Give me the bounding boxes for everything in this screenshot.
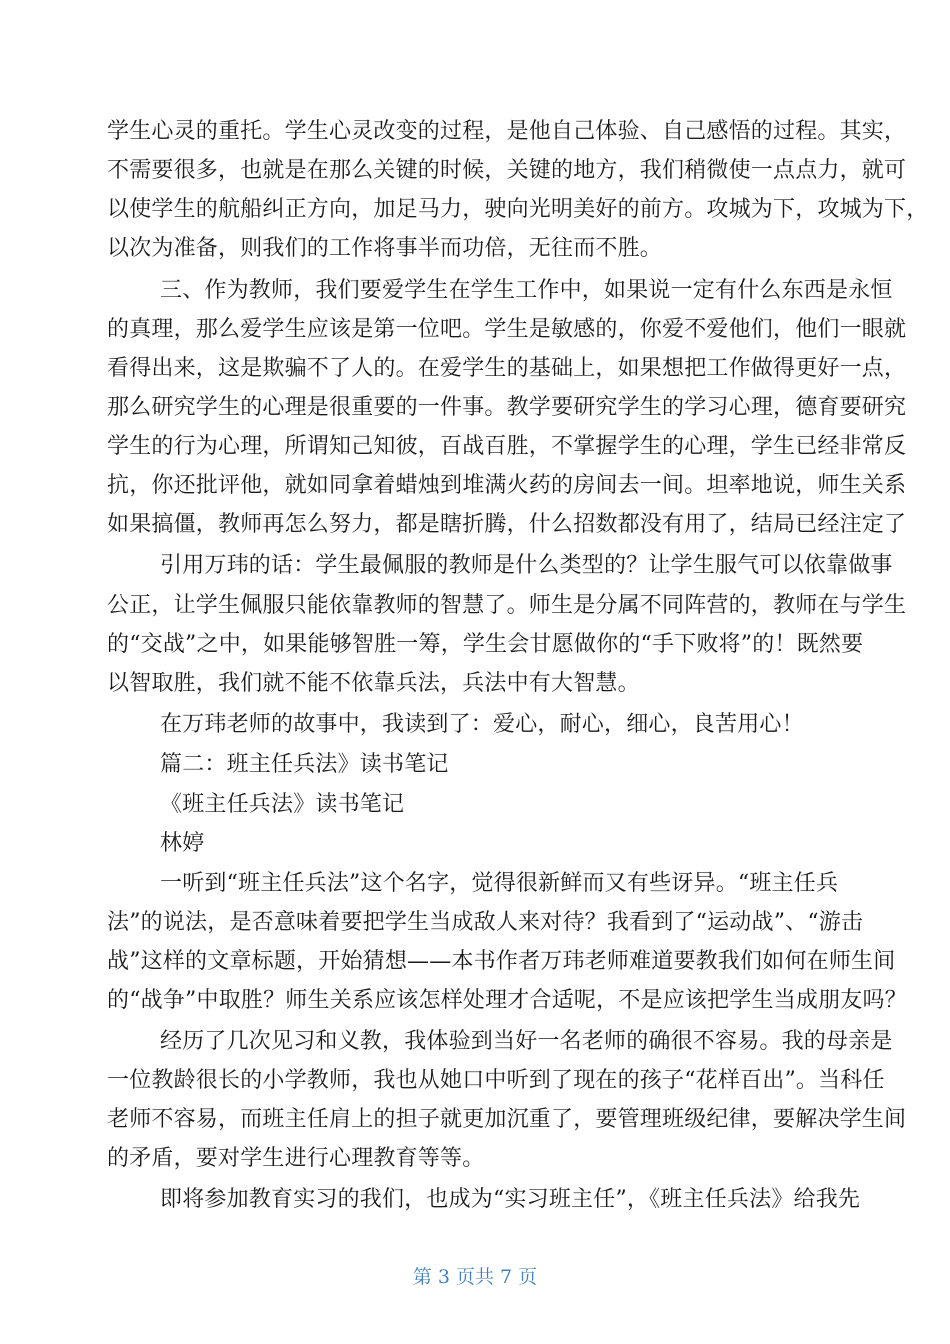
text-line: 战”这样的文章标题，开始猜想——本书作者万玮老师难道要教我们如何在师生间 xyxy=(107,949,896,974)
text-line: 看得出来，这是欺骗不了人的。在爱学生的基础上，如果想把工作做得更好一点， xyxy=(107,356,907,381)
text-line: 学生的行为心理，所谓知己知彼，百战百胜，不掌握学生的心理，学生已经非常反 xyxy=(107,434,907,459)
section-heading: 篇二：班主任兵法》读书笔记 xyxy=(160,752,449,777)
text-line: 的“战争”中取胜？师生关系应该怎样处理才合适呢，不是应该把学生当成朋友吗？ xyxy=(107,988,907,1013)
text-line: 一听到“班主任兵法”这个名字，觉得很新鲜而又有些讶异。“班主任兵 xyxy=(160,871,839,896)
text-line: 以次为准备，则我们的工作将事半而功倍，无往而不胜。 xyxy=(107,236,663,261)
text-line: 法”的说法，是否意味着要把学生当成敌人来对待？我看到了“运动战”、“游击 xyxy=(107,910,864,935)
text-line: 引用万玮的话：学生最佩服的教师是什么类型的？让学生服气可以依靠做事 xyxy=(160,553,893,578)
author-name: 林婷 xyxy=(160,831,205,856)
text-line: 经历了几次见习和义教，我体验到当好一名老师的确很不容易。我的母亲是 xyxy=(160,1029,893,1054)
text-line: 那么研究学生的心理是很重要的一件事。教学要研究学生的学习心理，德育要研究 xyxy=(107,395,907,420)
text-line: 老师不容易，而班主任肩上的担子就更加沉重了，要管理班级纪律，要解决学生间 xyxy=(107,1107,907,1132)
text-line: 在万玮老师的故事中，我读到了：爱心，耐心，细心，良苦用心！ xyxy=(160,712,804,737)
page-number: 第 3 页共 7 页 xyxy=(412,1266,538,1288)
text-line: 即将参加教育实习的我们，也成为“实习班主任”，《班主任兵法》给我先 xyxy=(160,1187,861,1212)
text-line: 公正，让学生佩服只能依靠教师的智慧了。师生是分属不同阵营的，教师在与学生 xyxy=(107,593,907,618)
text-line: 一位教龄很长的小学教师，我也从她口中听到了现在的孩子“花样百出”。当科任 xyxy=(107,1068,885,1093)
text-line: 的“交战”之中，如果能够智胜一筹，学生会甘愿做你的“手下败将”的！既然要 xyxy=(107,632,864,657)
text-line: 以智取胜，我们就不能不依靠兵法，兵法中有大智慧。 xyxy=(107,671,640,696)
article-title: 《班主任兵法》读书笔记 xyxy=(160,792,405,817)
text-line: 的真理，那么爱学生应该是第一位吧。学生是敏感的，你爱不爱他们，他们一眼就 xyxy=(107,317,907,342)
text-line: 以使学生的航船纠正方向，加足马力，驶向光明美好的前方。攻城为下，攻城为下， xyxy=(107,197,929,222)
text-line: 的矛盾，要对学生进行心理教育等等。 xyxy=(107,1146,485,1171)
text-line: 抗，你还批评他，就如同拿着蜡烛到堆满火药的房间去一间。坦率地说，师生关系 xyxy=(107,473,907,498)
text-line: 学生心灵的重托。学生心灵改变的过程，是他自己体验、自己感悟的过程。其实， xyxy=(107,119,907,144)
text-line: 不需要很多，也就是在那么关键的时候，关键的地方，我们稍微使一点点力，就可 xyxy=(107,158,907,183)
text-line: 如果搞僵，教师再怎么努力，都是瞎折腾，什么招数都没有用了，结局已经注定了 xyxy=(107,512,907,537)
text-line: 三、作为教师，我们要爱学生在学生工作中，如果说一定有什么东西是永恒 xyxy=(160,278,893,303)
